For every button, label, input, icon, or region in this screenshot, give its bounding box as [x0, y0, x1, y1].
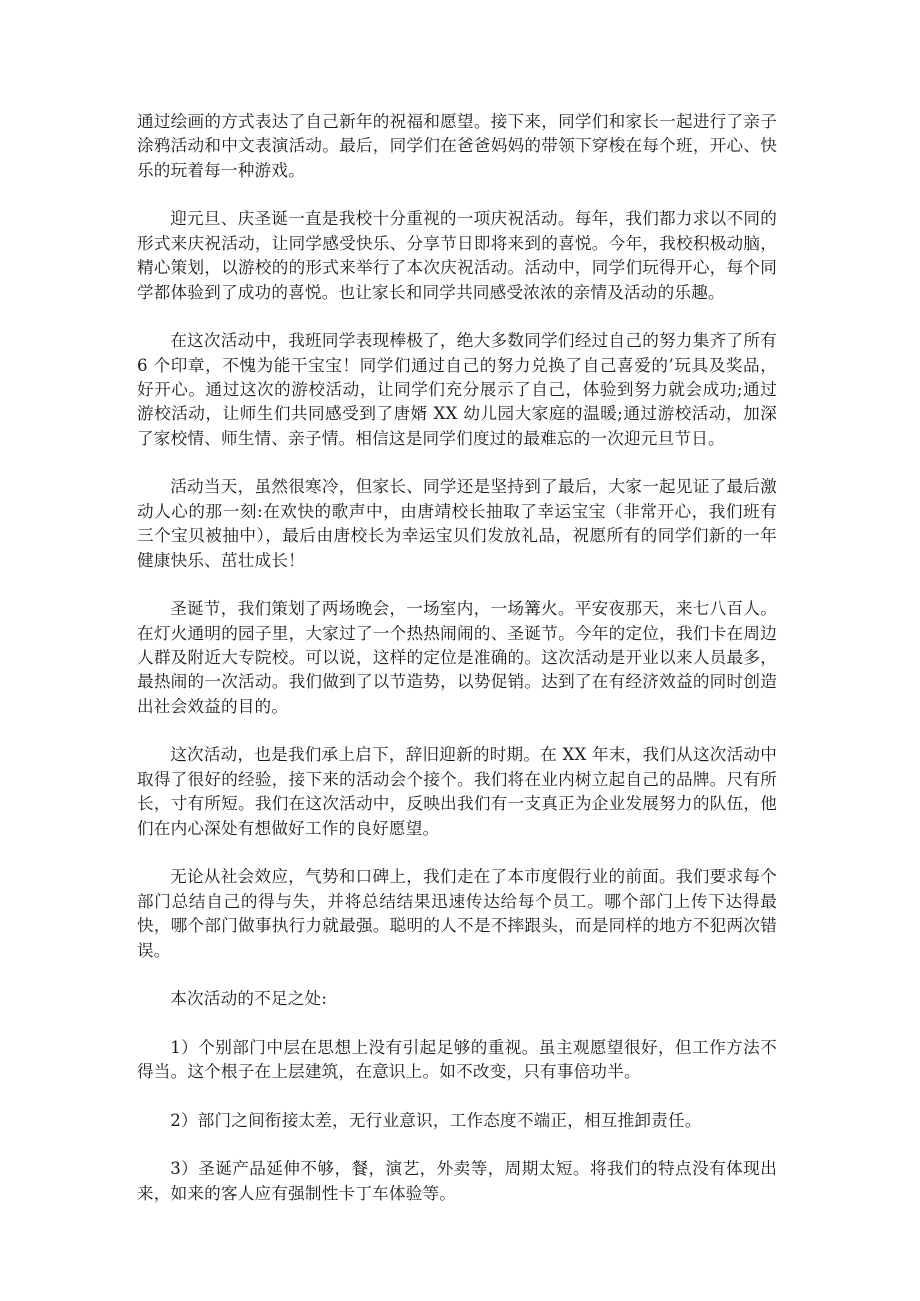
paragraph-7: 无论从社会效应，气势和口碑上，我们走在了本市度假行业的前面。我们要求每个部门总结自己的得与失，并将总结结果迅速传达给每个员工。哪个部门上传下达得最快，哪个部门做事执行力就最强。聪明的人不是不摔跟头，而是同样的地方不犯两次错误。: [137, 867, 777, 960]
document-body: [137, 110, 777, 1230]
paragraph-6: 这次活动，也是我们承上启下，辞旧迎新的时期。在 XX 年末，我们从这次活动中取得了很好的经验，接下来的活动会个接个。我们将在业内树立起自己的品牌。尺有所长，寸有所短。我们在这次活动中，反映出我们有一支真正为企业发展努力的队伍，他们在内心深处有想做好工作的良好愿望。: [137, 745, 777, 838]
paragraph-9: 1）个别部门中层在思想上没有引起足够的重视。虽主观愿望很好，但工作方法不得当。这个根子在上层建筑，在意识上。如不改变，只有事倍功半。: [137, 1037, 777, 1082]
paragraph-2: 迎元旦、庆圣诞一直是我校十分重视的一项庆祝活动。每年，我们都力求以不同的形式来庆祝活动，让同学感受快乐、分享节日即将来到的喜悦。今年，我校积极动脑，精心策划，以游校的的形式来举行了本次庆祝活动。活动中，同学们玩得开心，每个同学都体验到了成功的喜悦。也让家长和同学共同感受浓浓的亲情及活动的乐趣。: [137, 209, 777, 302]
paragraph-8: 本次活动的不足之处:: [170, 989, 328, 1009]
paragraph-4: 活动当天，虽然很寒冷，但家长、同学还是坚持到了最后，大家一起见证了最后激动人心的那一刻:在欢快的歌声中，由唐靖校长抽取了幸运宝宝（非常开心，我们班有三个宝贝被抽中），最后由唐校长为幸运宝贝们发放礼品，祝愿所有的同学们新的一年健康快乐、茁壮成长！: [137, 477, 777, 570]
paragraph-1: 通过绘画的方式表达了自己新年的祝福和愿望。接下来，同学们和家长一起进行了亲子涂鸦活动和中文表演活动。最后，同学们在爸爸妈妈的带领下穿梭在每个班，开心、快乐的玩着每一种游戏。: [137, 112, 777, 180]
paragraph-5: 圣诞节，我们策划了两场晚会，一场室内，一场篝火。平安夜那天，来七八百人。在灯火通明的园子里，大家过了一个热热闹闹的、圣诞节。今年的定位，我们卡在周边人群及附近大专院校。可以说，这样的定位是准确的。这次活动是开业以来人员最多，最热闹的一次活动。我们做到了以节造势，以势促销。达到了在有经济效益的同时创造出社会效益的目的。: [137, 599, 777, 716]
paragraph-11: 3）圣诞产品延伸不够，餐，演艺，外卖等，周期太短。将我们的特点没有体现出来，如来的客人应有强制性卡丁车体验等。: [137, 1159, 777, 1203]
paragraph-10: 2）部门之间衔接太差，无行业意识，工作态度不端正，相互推卸责任。: [170, 1110, 702, 1130]
paragraph-3: 在这次活动中，我班同学表现棒极了，绝大多数同学们经过自己的努力集齐了所有 6 个印章，不愧为能干宝宝！同学们通过自己的努力兑换了自己喜爱的’玩具及奖品，好开心。通过这次的游校活动，让同学们充分展示了自己，体验到努力就会成功;通过游校活动，让师生们共同感受到了唐婿 XX 幼儿园大家庭的温暖;通过游校活动，加深了家校情、师生情、亲子情。相信这是同学们度过的最难忘的一次迎元旦节日。: [137, 331, 777, 448]
